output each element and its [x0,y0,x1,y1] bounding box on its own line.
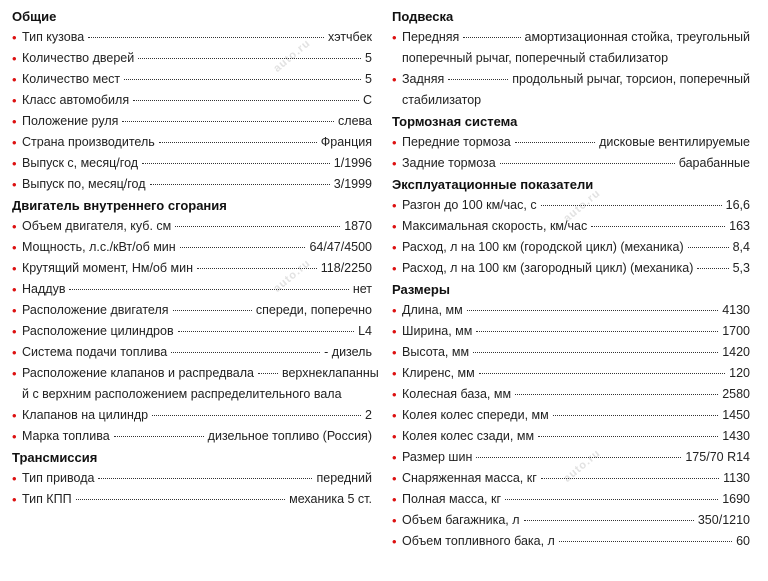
spec-label: Тип кузова [22,30,85,44]
section-title-brakes: Тормозная система [392,114,518,129]
spec-label: Разгон до 100 км/час, с [402,198,537,212]
spec-row [392,153,750,174]
spec-row [12,279,372,300]
spec-label: Выпуск с, месяц/год [22,156,139,170]
dot-leader [515,394,718,395]
spec-value: механика 5 ст. [289,492,372,506]
spec-value: 2 [365,408,372,422]
section-title-general: Общие [12,9,57,24]
dot-leader [505,499,718,500]
dot-leader [697,268,728,269]
spec-label: Положение руля [22,114,119,128]
spec-value: дисковые вентилируемые [599,135,750,149]
dot-leader [258,373,278,374]
spec-label: Размер шин [402,450,473,464]
spec-value: 1870 [344,219,372,233]
spec-label: Снаряженная масса, кг [402,471,537,485]
spec-value: 5 [365,51,372,65]
spec-value: продольный рычаг, торсион, поперечный [512,72,750,86]
spec-value: хэтчбек [327,30,372,44]
spec-row [12,27,372,48]
spec-value: 3/1999 [333,177,372,191]
bullet-icon: • [392,450,397,465]
spec-value: 4130 [722,303,750,317]
dot-leader [142,163,330,164]
bullet-icon: • [12,240,17,255]
bullet-icon: • [12,177,17,192]
bullet-icon: • [12,366,17,381]
spec-row [392,447,750,468]
dot-leader [171,352,320,353]
bullet-icon: • [392,534,397,549]
bullet-icon: • [12,156,17,171]
bullet-icon: • [392,156,397,171]
dot-leader [180,247,306,248]
spec-value: 1700 [722,324,750,338]
spec-label: Выпуск по, месяц/год [22,177,146,191]
spec-value: 163 [729,219,750,233]
spec-label: Задние тормоза [402,156,496,170]
dot-leader [473,352,718,353]
spec-row [392,489,750,510]
dot-leader [122,121,334,122]
spec-label: Расположение двигателя [22,303,169,317]
dot-leader [138,58,361,59]
spec-label: Объем топливного бака, л [402,534,555,548]
spec-value: 120 [729,366,750,380]
dot-leader [553,415,718,416]
spec-value: 1420 [722,345,750,359]
spec-value: 1450 [722,408,750,422]
spec-label: Крутящий момент, Нм/об мин [22,261,193,275]
spec-value-continued: стабилизатор [402,93,482,107]
spec-label: Тип КПП [22,492,72,506]
dot-leader [476,331,718,332]
spec-row [392,405,750,426]
bullet-icon: • [12,345,17,360]
right-column [392,6,750,552]
spec-row [12,258,372,279]
spec-label: Длина, мм [402,303,463,317]
spec-value: амортизационная стойка, треугольный [524,30,750,44]
dot-leader [133,100,359,101]
spec-value: L4 [358,324,372,338]
spec-label: Высота, мм [402,345,470,359]
spec-row-front-suspension [392,27,750,69]
watermark: auto.ru [271,257,313,295]
spec-value-continued: поперечный рычаг, поперечный стабилизатор [402,51,669,65]
spec-label: Страна производитель [22,135,155,149]
bullet-icon: • [392,408,397,423]
spec-row [392,321,750,342]
dot-leader [175,226,340,227]
dot-leader [69,289,348,290]
dot-leader [591,226,725,227]
spec-value: 1130 [723,471,750,485]
dot-leader [524,520,694,521]
spec-value: - дизель [324,345,372,359]
spec-label: Объем багажника, л [402,513,520,527]
spec-row [392,342,750,363]
dot-leader [559,541,732,542]
spec-row [12,468,372,489]
spec-row [392,132,750,153]
spec-value: 350/1210 [697,513,750,527]
spec-value: 1430 [722,429,750,443]
spec-row [392,363,750,384]
spec-row [12,405,372,426]
spec-row-rear-suspension [392,69,750,111]
dot-leader [476,457,681,458]
spec-label: Колесная база, мм [402,387,512,401]
spec-label: Количество мест [22,72,121,86]
spec-row [392,195,750,216]
spec-row [12,132,372,153]
spec-value: 2580 [722,387,750,401]
bullet-icon: • [392,513,397,528]
dot-leader [178,331,354,332]
dot-leader [76,499,286,500]
bullet-icon: • [392,324,397,339]
section-title-dimensions: Размеры [392,282,450,297]
bullet-icon: • [12,471,17,486]
bullet-icon: • [392,366,397,381]
bullet-icon: • [392,30,397,45]
bullet-icon: • [12,282,17,297]
bullet-icon: • [392,219,397,234]
bullet-icon: • [392,261,397,276]
bullet-icon: • [392,135,397,150]
dot-leader [448,79,508,80]
spec-row [392,468,750,489]
spec-value: 64/47/4500 [309,240,372,254]
bullet-icon: • [392,471,397,486]
dot-leader [159,142,317,143]
bullet-icon: • [12,219,17,234]
dot-leader [463,37,520,38]
section-title-transmission: Трансмиссия [12,450,98,465]
spec-label: Полная масса, кг [402,492,502,506]
dot-leader [98,478,312,479]
bullet-icon: • [12,324,17,339]
spec-row [392,258,750,279]
dot-leader [467,310,718,311]
dot-leader [479,373,725,374]
spec-value: верхнеклапанны [281,366,379,380]
spec-value: 118/2250 [320,261,372,275]
spec-label: Система подачи топлива [22,345,168,359]
bullet-icon: • [12,303,17,318]
spec-value: C [362,93,372,107]
spec-value: 5 [365,72,372,86]
bullet-icon: • [12,408,17,423]
spec-value: барабанные [678,156,750,170]
spec-row [12,237,372,258]
dot-leader [515,142,595,143]
spec-label: Расход, л на 100 км (городской цикл) (механика) [402,240,684,254]
dot-leader [541,478,719,479]
spec-label: Марка топлива [22,429,110,443]
spec-row [12,489,372,510]
dot-leader [124,79,361,80]
spec-value: 175/70 R14 [685,450,750,464]
dot-leader [500,163,675,164]
spec-row [12,174,372,195]
bullet-icon: • [12,261,17,276]
bullet-icon: • [12,72,17,87]
dot-leader [173,310,252,311]
watermark: auto.ru [271,37,313,75]
spec-row [12,69,372,90]
spec-value: слева [338,114,372,128]
spec-label: Расположение клапанов и распредвала [22,366,254,380]
spec-row [392,426,750,447]
spec-row [392,384,750,405]
dot-leader [150,184,330,185]
spec-label: Ширина, мм [402,324,473,338]
spec-label: Клапанов на цилиндр [22,408,149,422]
spec-value: нет [352,282,372,296]
spec-label: Расход, л на 100 км (загородный цикл) (механика) [402,261,694,275]
spec-row [12,111,372,132]
spec-value: 1690 [722,492,750,506]
bullet-icon: • [12,51,17,66]
watermark: auto.ru [561,187,603,225]
spec-value: 16,6 [725,198,750,212]
spec-row [12,48,372,69]
spec-label: Тип привода [22,471,95,485]
spec-value: 5,3 [732,261,750,275]
spec-value: 8,4 [732,240,750,254]
spec-value: Франция [320,135,372,149]
dot-leader [688,247,729,248]
spec-row [392,531,750,552]
bullet-icon: • [12,429,17,444]
spec-row [12,153,372,174]
bullet-icon: • [392,429,397,444]
bullet-icon: • [12,135,17,150]
bullet-icon: • [12,492,17,507]
spec-label: Передние тормоза [402,135,511,149]
left-column [12,6,379,510]
section-title-suspension: Подвеска [392,9,454,24]
dot-leader [538,436,718,437]
section-title-performance: Эксплуатационные показатели [392,177,594,192]
spec-row-valves [12,363,379,405]
spec-label: Мощность, л.с./кВт/об мин [22,240,176,254]
spec-value-continued: й с верхним расположением распределительного вала [22,387,342,401]
spec-label: Класс автомобиля [22,93,130,107]
spec-label: Расположение цилиндров [22,324,174,338]
section-title-engine: Двигатель внутреннего сгорания [12,198,227,213]
spec-row [12,321,372,342]
spec-row [12,426,372,447]
spec-row [392,216,750,237]
spec-value: 1/1996 [333,156,372,170]
spec-value: дизельное топливо (Россия) [207,429,372,443]
dot-leader [114,436,204,437]
watermark: auto.ru [561,447,603,485]
bullet-icon: • [12,93,17,108]
spec-row [12,300,372,321]
spec-label: Объем двигателя, куб. см [22,219,172,233]
bullet-icon: • [12,114,17,129]
spec-label: Клиренс, мм [402,366,475,380]
bullet-icon: • [392,492,397,507]
bullet-icon: • [392,303,397,318]
spec-row [12,216,372,237]
spec-label: Передняя [402,30,460,44]
spec-label: Задняя [402,72,445,86]
spec-row [12,90,372,111]
bullet-icon: • [392,387,397,402]
spec-label: Количество дверей [22,51,135,65]
bullet-icon: • [392,72,397,87]
dot-leader [152,415,361,416]
dot-leader [541,205,722,206]
spec-row [12,342,372,363]
dot-leader [88,37,324,38]
bullet-icon: • [392,345,397,360]
bullet-icon: • [392,240,397,255]
spec-value: спереди, поперечно [255,303,372,317]
spec-row [392,237,750,258]
dot-leader [197,268,317,269]
spec-row [392,510,750,531]
bullet-icon: • [12,30,17,45]
spec-label: Максимальная скорость, км/час [402,219,588,233]
bullet-icon: • [392,198,397,213]
spec-label: Колея колес сзади, мм [402,429,535,443]
spec-row [392,300,750,321]
spec-value: передний [316,471,372,485]
spec-label: Колея колес спереди, мм [402,408,549,422]
spec-value: 60 [736,534,750,548]
spec-label: Наддув [22,282,66,296]
